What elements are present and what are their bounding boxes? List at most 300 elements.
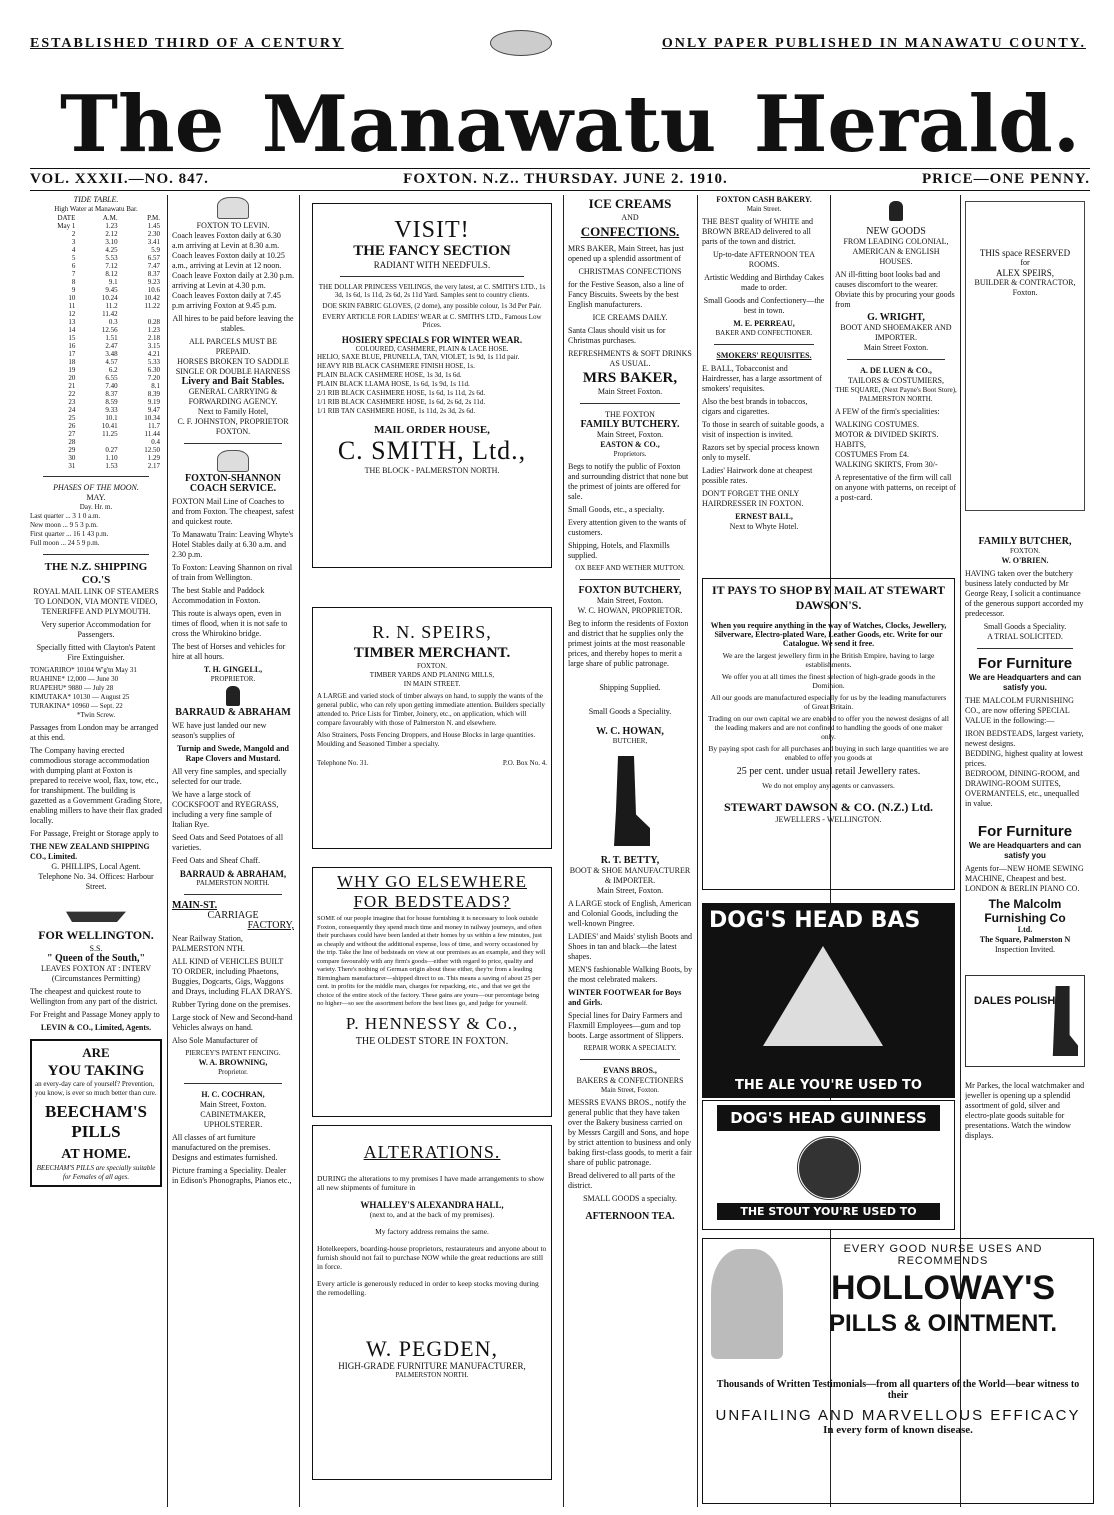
tide-row [30, 326, 162, 334]
cash-bakery: FOXTON CASH BAKERY. [716, 195, 812, 204]
shannon-text: FOXTON Mail Line of Coaches to and from Foxton. The cheapest, safest and quickest route. [172, 497, 294, 526]
whyte-hotel: Next to Whyte Hotel. [729, 522, 799, 531]
speirs-po-box: P.O. Box No. 4. [502, 759, 547, 767]
tide-row [30, 422, 162, 430]
tide-cell: 12.56 [101, 326, 118, 334]
tide-cell: 10.42 [144, 294, 160, 302]
sd-text: We offer you at all times the finest selection of high-grade goods in the Dominion. [721, 672, 936, 690]
parcels-notice: ALL PARCELS MUST BE PREPAID. [189, 337, 277, 356]
dateline: FOXTON. N.Z.. THURSDAY. JUNE 2. 1910. [403, 171, 728, 187]
shipping-agent: G. PHILLIPS, Local Agent. [51, 862, 141, 871]
tide-cell: 6.30 [147, 366, 160, 374]
column-rule [167, 195, 168, 1507]
cash-bakery-address: Main Street. [746, 205, 782, 213]
tide-cell: 15 [68, 334, 76, 342]
moon-phase-row: Full moon ... 24 5 9 p.m. [30, 539, 100, 547]
vehicles-text: ALL KIND of VEHICLES BUILT TO ORDER, including Phaetons, Buggies, Dogcarts, Gigs, Waggons and Drays, including FLAX DRAYS. [172, 957, 293, 996]
tide-cell: 9.19 [147, 398, 160, 406]
beecham-text: an every-day care of yourself? Prevention, you know, is ever so much better than cure. [35, 1080, 157, 1097]
ice-creams-daily: ICE CREAMS DAILY. [592, 313, 668, 322]
c-smith-address: THE BLOCK - PALMERSTON NORTH. [364, 466, 500, 475]
tide-cell: 24 [68, 406, 76, 414]
tide-cell: 0.4 [151, 438, 160, 446]
fb-foxton: FOXTON. [1009, 547, 1040, 555]
title-word-herald: Herald. [753, 79, 1080, 170]
tide-cell: 6.57 [147, 254, 160, 262]
beecham-you-taking: YOU TAKING [47, 1063, 145, 1079]
malcolm-items [965, 729, 1085, 809]
repair-work: REPAIR WORK A SPECIALTY. [583, 1044, 677, 1052]
livery-stables: Livery and Bait Stables. [181, 376, 285, 387]
tide-cell: 1.23 [147, 326, 160, 334]
howan-text: Beg to inform the residents of Foxton and district that he supplies only the primest joints at the most reasonable prices, and thereby hopes to merit a large share of public patronage. [568, 619, 689, 668]
hose-line: 2/1 RIB BLACK CASHMERE HOSE, 1s 6d, 1s 11d, 2s 6d. [317, 389, 486, 397]
betty-role: BOOT & SHOE MANUFACTURER & IMPORTER. [569, 866, 691, 885]
tide-row [30, 262, 162, 270]
malcolm-item: IRON BEDSTEADS, largest variety, newest designs. [965, 729, 1084, 748]
cochran-text: Picture framing a Speciality. Dealer in Edison's Phonographs, Pianos etc., [172, 1166, 292, 1185]
timber-yards: TIMBER YARDS AND PLANING MILLS, [369, 671, 495, 679]
wright-role: BOOT AND SHOEMAKER AND IMPORTER. [840, 323, 952, 342]
malcolm-ltd: Ltd. [1017, 925, 1033, 934]
column-rule [697, 195, 698, 1507]
fencing-label: PIERCEY'S PATENT FENCING. [185, 1049, 281, 1057]
shannon-text: This route is always open, even in times of flood, when it is not safe to cross the Whirokino bridge. [172, 609, 288, 638]
steamer-row: RUAPEHU* 9880 — July 28 [30, 684, 114, 692]
levin-schedule-line: Coach leaves Foxton daily at 10.25 a.m., arriving at Levin at 12 noon. [172, 251, 285, 270]
tide-cell: 4.57 [105, 358, 118, 366]
hennessy-ad [312, 867, 552, 1117]
twin-screw-note: *Twin Screw. [76, 711, 116, 719]
tide-row [30, 286, 162, 294]
beechams-ad [30, 1039, 162, 1187]
alterations-text: Every article is generously reduced in order to keep stocks moving during the remodelling. [317, 1279, 539, 1297]
cash-bakery-text: Small Goods and Confectionery—the best in town. [703, 296, 825, 315]
carriage-label: CARRIAGE [207, 910, 259, 921]
winter-footwear: WINTER FOOTWEAR for Boys and Girls. [568, 988, 682, 1007]
top-rule [30, 168, 1090, 169]
family-butcher: FAMILY BUTCHER, [978, 536, 1072, 547]
cash-bakery-text: THE BEST quality of WHITE and BROWN BREAD delivered to all parts of the town and district. [702, 217, 814, 246]
dogs-head-guinness-ad [702, 1100, 955, 1230]
wellington-title: FOR WELLINGTON. [38, 928, 154, 942]
builder-contractor: BUILDER & CONTRACTOR, [974, 278, 1076, 287]
for-furniture: For Furniture [977, 823, 1073, 840]
steamer-list [30, 666, 162, 711]
shannon-text: The best Stable and Paddock Accommodation in Foxton. [172, 586, 265, 605]
sd-text: By paying spot cash for all purchases and buying in such large quantities we are enabled to offer you goods at [708, 744, 949, 762]
only-paper-tagline: ONLY PAPER PUBLISHED IN MANAWATU COUNTY. [661, 36, 1086, 51]
ball-text: E. BALL, Tobacconist and Hairdresser, has a large assortment of smokers' requisites. [702, 364, 822, 393]
column-1 [30, 195, 162, 1507]
tide-row [30, 254, 162, 262]
beef-mutton: OX BEEF AND WETHER MUTTON. [575, 564, 685, 572]
tide-cell: 11.44 [144, 430, 160, 438]
tide-cell: 9.23 [147, 278, 160, 286]
shipping-subtitle: ROYAL MAIL LINK OF STEAMERS TO LONDON, VIA MONTE VIDEO, TENERIFFE AND PLYMOUTH. [33, 587, 159, 616]
smokers-heading: SMOKERS' REQUISITES. [716, 351, 812, 360]
shipping-text: Specially fitted with Clayton's Patent Fire Extinguisher. [36, 643, 156, 662]
betty-text: Special lines for Dairy Farmers and Flaxmill Employees—gum and top boots. Large assortment of Slippers. [568, 1011, 684, 1040]
tide-head: A.M. [102, 214, 118, 222]
hose-line: 1/1 RIB TAN CASHMERE HOSE, 1s 11d, 2s 3d, 2s 6d. [317, 407, 476, 415]
timber-merchant: TIMBER MERCHANT. [353, 645, 511, 661]
hennessy-name: P. HENNESSY & Co., [345, 1013, 519, 1033]
barraud-text: WE have just landed our new season's supplies of [172, 721, 267, 740]
shipping-title: THE N.Z. SHIPPING CO.'S [44, 561, 148, 586]
shipping-company: THE NEW ZEALAND SHIPPING CO., Limited. [30, 842, 150, 861]
new-goods-sub: FROM LEADING COLONIAL, AMERICAN & ENGLISH HOUSES. [843, 237, 949, 266]
tide-cell: 5 [71, 254, 76, 262]
shipping-supplied: Shipping Supplied. [599, 683, 661, 692]
tide-row [30, 398, 162, 406]
malcolm-text: THE MALCOLM FURNISHING CO., are now offering SPECIAL VALUE in the following:— [965, 696, 1074, 725]
betty-text: A LARGE stock of English, American and Colonial Goods, including the well-known Pingree. [568, 899, 692, 928]
hose-line: PLAIN BLACK LLAMA HOSE, 1s 6d, 1s 9d, 1s 11d. [317, 380, 470, 388]
tide-row [30, 430, 162, 438]
tide-cell: 8.37 [105, 390, 118, 398]
factory-label: FACTORY, [247, 920, 294, 931]
tide-row [30, 350, 162, 358]
shannon-text: To Foxton: Leaving Shannon on rival of train from Wellington. [172, 563, 293, 582]
sd-text: All our goods are manufactured especially for us by the leading manufacturers of Great Britain. [710, 693, 947, 711]
ball-text: DON'T FORGET THE ONLY HAIRDRESSER IN FOXTON. [702, 489, 804, 508]
tide-cell: 25 [68, 414, 76, 422]
tide-cell: 30 [68, 454, 76, 462]
tide-cell: 10.6 [147, 286, 160, 294]
for-furniture: For Furniture [977, 655, 1073, 672]
and-label: AND [621, 213, 639, 222]
tide-cell: 13 [68, 318, 76, 326]
tide-row [30, 278, 162, 286]
gingell-name: T. H. GINGELL, [203, 665, 263, 674]
sd-discount: 25 per cent. under usual retail Jewellery rates. [736, 766, 921, 777]
leaves-foxton: LEAVES FOXTON AT : INTERV [40, 964, 152, 973]
tide-cell: 22 [68, 390, 76, 398]
tide-cell: 1.51 [105, 334, 118, 342]
easton-text: Every attention given to the wants of customers. [568, 518, 687, 537]
beecham-name: BEECHAM'S PILLS [44, 1102, 148, 1141]
wright-address: Main Street Foxton. [863, 343, 929, 352]
christmas-confections: CHRISTMAS CONFECTIONS [578, 267, 682, 276]
evans-role: BAKERS & CONFECTIONERS [576, 1076, 684, 1085]
tide-cell: 29 [68, 446, 76, 454]
tide-cell: 2.47 [105, 342, 118, 350]
agents-text: Agents for—NEW HOME SEWING MACHINE, Cheapest and best. LONDON & BERLIN PIANO CO. [965, 864, 1084, 893]
foxton-label: Foxton. [1012, 288, 1038, 297]
main-st-label: MAIN-ST. [172, 900, 218, 911]
tide-cell: 28 [68, 438, 76, 446]
tide-table-subtitle: High Water at Manawatu Bar. [54, 205, 138, 213]
evans-text: MESSRS EVANS BROS., notify the general public that they have taken over the Bakery business carried on by Messrs Cargill and Sons, and hope by strict attention to business and only baking first-class goods, to merit a fair share of public patronage. [568, 1098, 692, 1167]
alterations-text: My factory address remains the same. [375, 1227, 489, 1236]
barraud-goods: Turnip and Swede, Mangold and Rape Clovers and Mustard. [177, 744, 289, 763]
wellington-text: For Freight and Passage Money apply to [30, 1010, 160, 1019]
tide-cell: 19 [68, 366, 76, 374]
moon-phases-title: PHASES OF THE MOON. [53, 483, 139, 492]
deluen-role: TAILORS & COSTUMIERS, [847, 376, 945, 385]
cash-bakery-text: Artistic Wedding and Birthday Cakes made to order. [704, 273, 824, 292]
tide-cell: 0.3 [108, 318, 118, 326]
baker-text: MRS BAKER, Main Street, has just opened up a splendid assortment of [568, 244, 684, 263]
betty-text: MEN'S fashionable Walking Boots, by the most celebrated makers. [568, 965, 692, 984]
speirs-ad [312, 607, 552, 849]
tide-cell: 11.42 [102, 310, 118, 318]
tide-cell: 12 [68, 310, 76, 318]
barraud-signature: BARRAUD & ABRAHAM, [179, 869, 287, 879]
evans-address: Main Street, Foxton. [601, 1086, 659, 1094]
easton-text: Small Goods, etc., a specialty. [568, 505, 665, 514]
pointing-hand-icon [889, 201, 903, 221]
speirs-text: Also Strainers, Posts Fencing Droppers, and House Blocks in large quantities. Moulding and Seasoned Timber a specialty. [317, 731, 536, 748]
beecham-footer: BEECHAM'S PILLS are specially suitable for Females of all ages. [36, 1164, 156, 1181]
pegden-ad [312, 1125, 552, 1480]
ball-text: Ladies' Hairwork done at cheapest possible rates. [702, 466, 813, 485]
dogs-head-bass: DOG'S HEAD BAS [709, 908, 921, 933]
tide-cell: 11.7 [148, 422, 160, 430]
foxton-butchery: FOXTON BUTCHERY, [578, 585, 682, 596]
cochran-address: Main Street, Foxton. [199, 1100, 267, 1109]
for-label: for [1020, 258, 1030, 267]
tide-row [30, 454, 162, 462]
ball-text: To those in search of suitable goods, a visit of inspection is invited. [702, 420, 825, 439]
column-7 [965, 195, 1085, 1235]
tide-row [30, 310, 162, 318]
it-pays-heading: IT PAYS TO SHOP BY MAIL AT STEWART DAWSON'S. [711, 583, 946, 612]
tide-cell: 5.53 [105, 254, 118, 262]
tide-row [30, 438, 162, 446]
coat-of-arms-icon [217, 197, 249, 219]
tide-cell: 9.33 [105, 406, 118, 414]
butcher-label: BUTCHER, [612, 737, 648, 745]
sole-manufacturer: Also Sole Manufacturer of [172, 1036, 258, 1045]
baker-text: for the Festive Season, also a line of Fancy Biscuits. Sweets by the best English manufacturers. [568, 280, 684, 309]
main-street: IN MAIN STREET. [403, 680, 461, 688]
shannon-title: FOXTON-SHANNON COACH SERVICE. [185, 473, 281, 494]
browning-role: Proprietor. [218, 1068, 248, 1076]
tide-cell: 21 [68, 382, 76, 390]
pegden-sub: HIGH-GRADE FURNITURE MANUFACTURER, [338, 1361, 526, 1371]
tide-cell [120, 310, 162, 318]
steamship-icon [66, 896, 126, 922]
perreau-name: M. E. PERREAU, [733, 319, 795, 328]
evans-text: Bread delivered to all parts of the district. [568, 1171, 676, 1190]
deluen-item: WALKING SKIRTS, From 30/- [835, 460, 938, 469]
confections-heading: CONFECTIONS. [580, 224, 680, 239]
levin-schedule [172, 231, 294, 311]
moon-phase-row: New moon ... 9 5 3 p.m. [30, 521, 98, 529]
tide-cell: 2.17 [147, 462, 160, 470]
browning-name: W. A. BROWNING, [198, 1058, 268, 1067]
steamer-row: TURAKINA* 10960 — Sept. 22 [30, 702, 123, 710]
tide-cell: 10 [68, 294, 76, 302]
dog-head-emblem [796, 1135, 862, 1201]
tide-cell: 4.25 [105, 246, 118, 254]
obrien-small-goods: Small Goods a Speciality. [983, 622, 1067, 631]
tide-cell: 16 [68, 342, 76, 350]
barraud-title: BARRAUD & ABRAHAM [175, 707, 291, 718]
column-5 [702, 195, 826, 565]
tide-cell: 9.1 [108, 278, 118, 286]
tide-cell: 9 [71, 286, 76, 294]
holloways-ad [702, 1238, 1094, 1504]
tide-cell: 6.2 [108, 366, 118, 374]
factory-location: Near Railway Station, PALMERSTON NTH. [172, 934, 245, 953]
easton-role: Proprietors. [613, 450, 647, 458]
tide-row [30, 318, 162, 326]
tide-cell: 8.39 [147, 390, 160, 398]
pointing-hand-icon [226, 686, 240, 706]
howan-name: W. C. HOWAN, [596, 726, 664, 737]
tide-cell: 8.37 [147, 270, 160, 278]
betty-name: R. T. BETTY, [600, 855, 660, 866]
hose-line: HEAVY RIB BLACK CASHMERE FINISH HOSE, 1s. [317, 362, 475, 370]
johnston-proprietor: C. F. JOHNSTON, PROPRIETOR FOXTON. [177, 417, 289, 436]
rubber-tyring: Rubber Tyring done on the premises. [172, 1000, 291, 1009]
tide-row [30, 414, 162, 422]
tide-cell: 7.40 [105, 382, 118, 390]
ball-text: Razors set by special process known only to myself. [702, 443, 820, 462]
tide-row [30, 462, 162, 470]
info-bar [30, 171, 1090, 188]
tide-cell: 23 [68, 398, 76, 406]
tide-row [30, 446, 162, 454]
headquarters: We are Headquarters and can satisfy you [968, 841, 1082, 860]
column-rule [563, 195, 564, 1507]
mrs-baker: MRS BAKER, [582, 370, 678, 386]
deluen-name: A. DE LUEN & CO., [860, 366, 932, 375]
holloway-every-form: In every form of known disease. [823, 1424, 973, 1436]
levin-text: All hires to be paid before leaving the stables. [172, 314, 294, 333]
tide-cell: 12.50 [144, 446, 160, 454]
carrying-agency: GENERAL CARRYING & FORWARDING AGENCY. [188, 387, 278, 406]
ale-slogan: THE ALE YOU'RE USED TO [735, 1078, 922, 1093]
barraud-town: PALMERSTON NORTH. [196, 879, 270, 887]
sd-text: We do not employ any agents or canvassers. [762, 781, 895, 790]
tide-row [30, 406, 162, 414]
barraud-text: We have a large stock of COCKSFOOT and RYEGRASS, including a very fine sample of Italian Rye. [172, 790, 279, 829]
tide-cell: 11.2 [105, 302, 118, 310]
visit-text: THE DOLLAR PRINCESS VEILINGS, the very latest, at C. SMITH'S LTD., 1s 3d, 1s 6d, 1s 11d, 2s 6d, 2s 11d Yard. Samples sent to country clients. [318, 283, 546, 299]
price: PRICE—ONE PENNY. [922, 171, 1090, 187]
betty-text: LADIES' and Maids' stylish Boots and Shoes in tan and black—the latest shapes. [568, 932, 692, 961]
tide-cell: 5.33 [147, 358, 160, 366]
why-text: SOME of our people imagine that for house furnishing it is necessary to look outside Foxton, consequently they spend much time and money in railway journeys, and often their purchases could have been landed at their homes by us within a few minutes, just as cheaply and without the additional expense, loss of time, and worry occasioned by the trip. Take the line of bedsteads on view at our premises as an example, and they will compare favourably with any firm's goods—either with regard to price, quality and variety. There's nothing of German origin about these either, they're from a leading Birmingham manufacturer—shipped direct to us. This means a saving of about 25 per cent. in profits for the middle man, charges for repacking, etc., and that we get the choice of the entire stock of the factory. These gains are yours—our percentage being no higher—so see the assortment before the best lines go, and judge for yourself. [317, 915, 546, 1007]
tide-cell [77, 438, 119, 446]
sd-name: STEWART DAWSON & CO. (N.Z.) Ltd. [723, 800, 934, 814]
tide-row [30, 238, 162, 246]
visit-heading: VISIT! [394, 217, 470, 243]
evans-name: EVANS BROS., [603, 1066, 657, 1075]
visit-text: DOE SKIN FABRIC GLOVES, (2 dome), any possible colour, 1s 3d Per Pair. [322, 302, 542, 310]
tide-cell: 7.47 [147, 262, 160, 270]
baker-address: Main Street Foxton. [597, 387, 663, 396]
tide-cell: 11.22 [144, 302, 160, 310]
sd-text: When you require anything in the way of Watches, Clocks, Jewellery, Silverware, Electro-plated Ware, Leather Goods, etc. Write for our Catalogue. We send it free. [710, 621, 947, 648]
hosiery-sub: COLOURED, CASHMERE, PLAIN & LACE HOSE. [355, 345, 509, 353]
hose-line: PLAIN BLACK CASHMERE HOSE, 1s 3d, 1s 6d. [317, 371, 462, 379]
tea-rooms: Up-to-date AFTERNOON TEA ROOMS. [712, 250, 816, 269]
tide-row [30, 302, 162, 310]
inspection-invited: Inspection Invited. [995, 945, 1055, 954]
tide-cell: 31 [68, 462, 76, 470]
headquarters: We are Headquarters and can satisfy you. [968, 673, 1082, 692]
santa-text: Santa Claus should visit us for Christmas purchases. [568, 326, 666, 345]
moon-phase-list [30, 512, 162, 548]
tide-cell: 2.30 [147, 230, 160, 238]
deluen-address: THE SQUARE, (Next Payne's Boot Store), PALMERSTON NORTH. [835, 386, 957, 403]
moon-month: MAY. [86, 493, 106, 502]
sd-text: Trading on our own capital we are enabled to offer you the newest designs of all the leading makers and are not confined to handling the goods of one maker only. [708, 714, 949, 741]
speirs-text: A LARGE and varied stock of timber always on hand, to supply the wants of the general public, who can rely upon getting immediate attention. Builders specially attended to. Price Lists for Timber, Joinery, etc., on application, which will compare favourably with those of Palmerston N. and elsewhere. [317, 692, 545, 727]
hose-list [317, 353, 547, 416]
alterations-heading: ALTERATIONS. [363, 1142, 501, 1162]
dales-polish-name: DALES POLISH [974, 995, 1056, 1007]
coat-of-arms-icon [217, 450, 249, 472]
fancy-section: THE FANCY SECTION [353, 243, 511, 259]
tide-row [30, 270, 162, 278]
dogs-head-ale-ad [702, 903, 955, 1098]
wright-name: G. WRIGHT, [867, 312, 925, 323]
tide-table [30, 214, 162, 470]
tide-row [30, 246, 162, 254]
tide-cell: 10.34 [144, 414, 160, 422]
deluen-items [835, 420, 957, 470]
tide-cell: 10.41 [101, 422, 118, 430]
tide-cell: 18 [68, 358, 76, 366]
ice-creams-heading: ICE CREAMS [588, 196, 672, 211]
steamer-row: RUAHINE* 12,000 — June 30 [30, 675, 119, 683]
moon-head: Day. Hr. m. [79, 503, 113, 511]
radiant-text: RADIANT WITH NEEDFULS. [373, 260, 491, 270]
tide-cell: 1.10 [105, 454, 118, 462]
steamer-row: KIMUTAKA* 10130 — August 25 [30, 693, 130, 701]
ernest-ball: ERNEST BALL, [735, 512, 793, 521]
tide-cell: 1.45 [147, 222, 160, 230]
malcolm-name: The Malcolm Furnishing Co [984, 897, 1066, 925]
holloway-pills: PILLS & OINTMENT. [829, 1310, 1057, 1337]
tide-cell: 3 [71, 238, 76, 246]
bottom-rule [30, 190, 1090, 191]
tide-cell: 27 [68, 430, 76, 438]
circumstances-note: (Circumstances Permitting) [51, 974, 141, 983]
alterations-text: Hotelkeepers, boarding-house proprietors, restaurateurs and anyone about to furnish should not fail to purchase NOW while the great reductions are still in force. [317, 1244, 547, 1271]
tide-row [30, 342, 162, 350]
shannon-text: The best of Horses and vehicles for hire at all hours. [172, 642, 286, 661]
nurse-portrait [711, 1249, 783, 1359]
crest-emblem [490, 30, 552, 56]
guinness-label: DOG'S HEAD GUINNESS [717, 1105, 940, 1131]
howan-proprietor: W. C. HOWAN, PROPRIETOR. [577, 606, 683, 615]
tide-cell: 8.12 [105, 270, 118, 278]
easton-text: Shipping, Hotels, and Flaxmills supplied. [568, 541, 670, 560]
hose-line: HELIO, SAXE BLUE, PRUNELLA, TAN, VIOLET, 1s 9d, 1s 11d pair. [317, 353, 520, 361]
shipping-text: Very superior Accommodation for Passengers. [41, 620, 151, 639]
tide-row [30, 358, 162, 366]
wellington-text: The cheapest and quickest route to Wellington from any part of the district. [30, 987, 158, 1006]
levin-schedule-line: Coach leave Foxton daily at 2.30 p.m. arriving at Levin at 4.30 p.m. [172, 271, 294, 290]
title-word-manawatu: Manawatu [261, 79, 717, 170]
family-butchery: FAMILY BUTCHERY. [580, 419, 680, 430]
shipping-text: Passages from London may be arranged at this end. [30, 723, 159, 742]
cochran-text: All classes of art furniture manufactured on the premises. Designs and estimates furnished. [172, 1133, 278, 1162]
tide-row [30, 390, 162, 398]
column-2 [172, 195, 294, 1507]
hennessy-sub: THE OLDEST STORE IN FOXTON. [355, 1035, 509, 1047]
levin-schedule-line: Coach leaves Foxton daily at 6.30 a.m arriving at Levin at 8.30 a.m. [172, 231, 281, 250]
shipping-text: The Company having erected commodious storage accommodation with dumping plant at Foxton is prepared to receive wool, flax, tow, etc., for transhipment. The building is gazetted as a Government Grading Store, enabling millers to have their flax graded locally. [30, 746, 162, 825]
levin-schedule-line: Coach leaves Foxton daily at 7.45 p.m arriving Foxton at 9.45 p.m. [172, 291, 281, 310]
